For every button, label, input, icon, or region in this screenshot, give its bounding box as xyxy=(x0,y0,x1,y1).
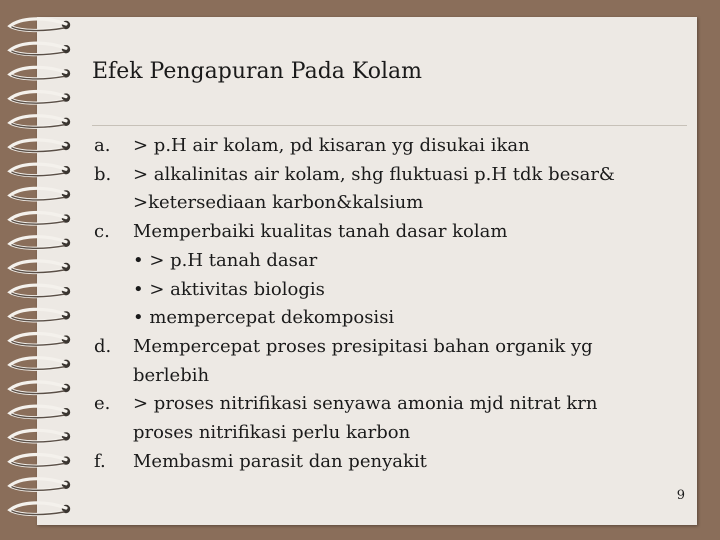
list-item-f xyxy=(94,448,679,477)
list-item-d xyxy=(94,333,679,390)
list-letter: d. xyxy=(94,335,112,357)
binding-ring xyxy=(10,430,70,442)
page-number: 9 xyxy=(676,488,685,503)
list-text: berlebih xyxy=(133,364,210,386)
binding-ring xyxy=(10,43,70,55)
binding-ring xyxy=(10,382,70,394)
list-letter: f. xyxy=(94,450,106,472)
binding-ring xyxy=(10,406,70,418)
list-text: > proses nitrifikasi senyawa amonia mjd nitrat krn xyxy=(133,393,598,415)
binding-ring xyxy=(10,455,70,467)
binding-ring xyxy=(10,358,70,370)
list-letter: b. xyxy=(94,163,112,185)
list-text: Membasmi parasit dan penyakit xyxy=(133,450,427,472)
binding-ring xyxy=(10,116,70,128)
list-item-a xyxy=(94,132,679,161)
slide-page xyxy=(37,17,697,525)
list-letter: e. xyxy=(94,393,111,415)
list-text: > p.H air kolam, pd kisaran yg disukai ikan xyxy=(133,135,530,156)
list-text: >ketersediaan karbon&kalsium xyxy=(133,192,424,214)
binding-ring xyxy=(10,237,70,249)
binding-ring xyxy=(10,261,70,273)
binding-ring xyxy=(10,140,70,152)
list-text: Memperbaiki kualitas tanah dasar kolam xyxy=(133,221,508,243)
list-item-e xyxy=(94,390,679,447)
slide-title: Efek Pengapuran Pada Kolam xyxy=(92,59,423,84)
binding-ring xyxy=(10,309,70,321)
binding-ring xyxy=(10,213,70,225)
binding-ring xyxy=(10,188,70,200)
list-text: proses nitrifikasi perlu karbon xyxy=(133,422,411,444)
binding-ring xyxy=(10,164,70,176)
list-item-b xyxy=(94,161,679,218)
list-letter: c. xyxy=(94,221,110,243)
list-text: Mempercepat proses presipitasi bahan organik yg xyxy=(133,335,593,357)
slide-content xyxy=(94,132,679,476)
spiral-binding xyxy=(0,0,90,540)
list-text: > alkalinitas air kolam, shg fluktuasi p.H tdk besar& xyxy=(133,163,615,185)
list-letter: a. xyxy=(94,135,111,156)
binding-ring xyxy=(10,334,70,346)
binding-ring xyxy=(10,92,70,104)
list-item-c xyxy=(94,218,679,247)
binding-ring xyxy=(10,503,70,515)
sub-bullet: • mempercepat dekomposisi xyxy=(133,307,395,329)
sub-bullet: • > aktivitas biologis xyxy=(133,278,325,300)
binding-ring xyxy=(10,285,70,297)
sub-bullet: • > p.H tanah dasar xyxy=(133,249,318,271)
binding-ring xyxy=(10,67,70,79)
binding-ring xyxy=(10,479,70,491)
title-divider xyxy=(92,125,687,126)
binding-ring xyxy=(10,19,70,31)
